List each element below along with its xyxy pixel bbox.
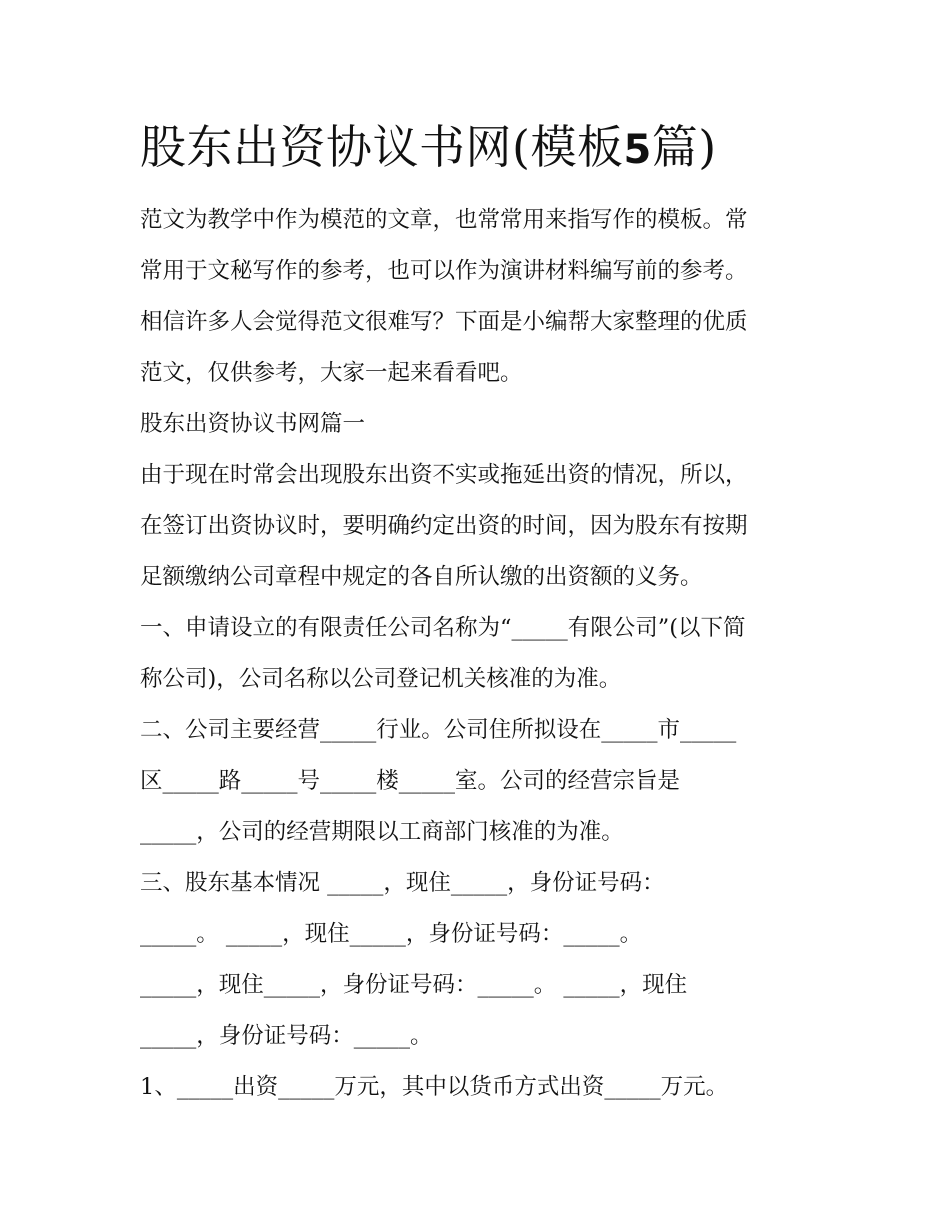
clause-1-line-2: 称公司)，公司名称以公司登记机关核准的为准。 [140, 666, 622, 692]
clause-2-line-1: 二、公司主要经营_____行业。公司住所拟设在_____市_____ [140, 717, 737, 743]
clause-1-line-1: 一、申请设立的有限责任公司名称为“_____有限公司”(以下简 [140, 615, 746, 641]
title-prefix: 股东出资协议书网(模板 [140, 120, 624, 174]
section-heading: 股东出资协议书网篇一 [140, 411, 366, 437]
clause-3-line-2: _____。 _____，现住_____，身份证号码：_____。 [140, 921, 643, 947]
clause-3-line-1: 三、股东基本情况 _____，现住_____，身份证号码： [140, 870, 665, 896]
clause-2-line-2: 区_____路_____号_____楼_____室。公司的经营宗旨是 [140, 768, 681, 794]
body-line-1: 由于现在时常会出现股东出资不实或拖延出资的情况，所以， [140, 462, 748, 488]
clause-3-line-3: _____，现住_____，身份证号码：_____。 _____，现住 [140, 972, 688, 998]
body-line-2: 在签订出资协议时，要明确约定出资的时间，因为股东有按期 [140, 513, 748, 539]
intro-line-3: 相信许多人会觉得范文很难写？下面是小编帮大家整理的优质 [140, 309, 748, 335]
intro-line-2: 常用于文秘写作的参考，也可以作为演讲材料编写前的参考。 [140, 258, 748, 284]
title-suffix: 篇) [651, 120, 717, 174]
intro-line-1: 范文为教学中作为模范的文章，也常常用来指写作的模板。常 [140, 207, 748, 233]
clause-2-line-3: _____，公司的经营期限以工商部门核准的为准。 [140, 819, 624, 845]
title-number: 5 [623, 127, 652, 173]
clause-3-line-4: _____，身份证号码：_____。 [140, 1023, 433, 1049]
intro-line-4: 范文，仅供参考，大家一起来看看吧。 [140, 360, 523, 386]
subclause-1-line: 1、_____出资_____万元，其中以货币方式出资_____万元。 [140, 1074, 729, 1100]
body-line-3: 足额缴纳公司章程中规定的各自所认缴的出资额的义务。 [140, 564, 703, 590]
document-title [140, 114, 717, 183]
